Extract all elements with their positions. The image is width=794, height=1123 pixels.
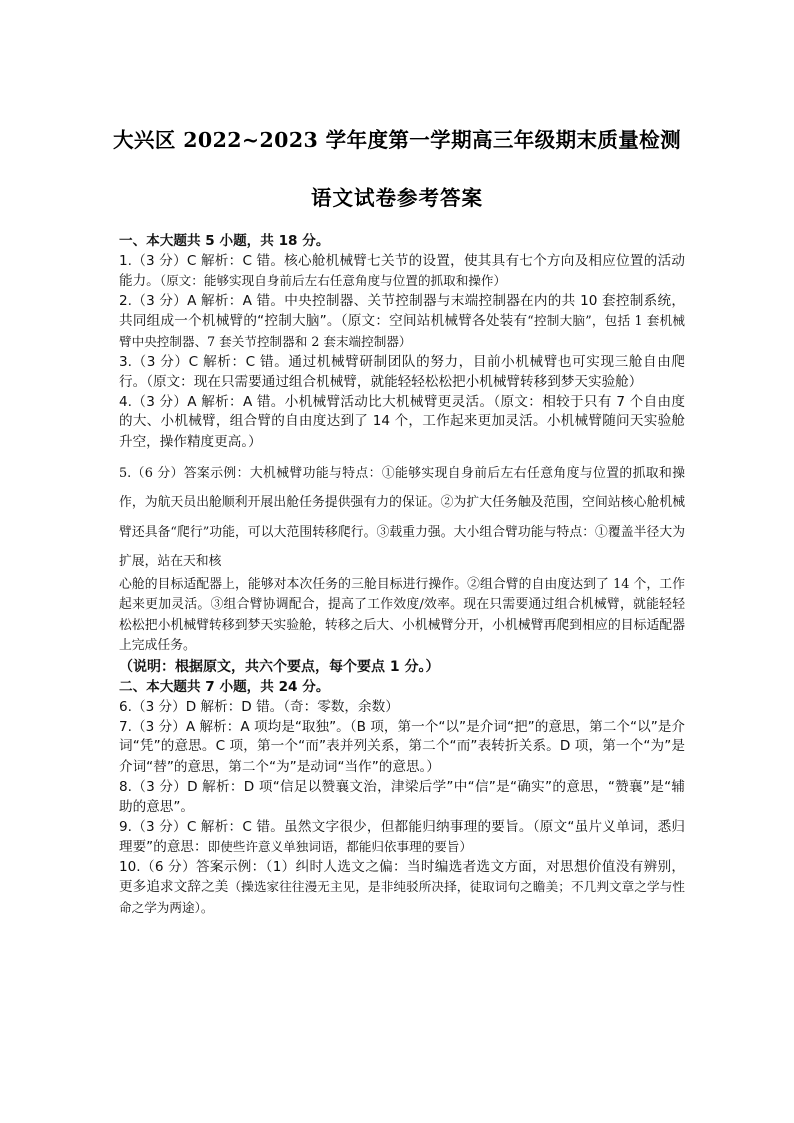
section-heading: 二、本大题共 7 小题，共 24 分。	[119, 678, 330, 695]
answer-item	[119, 353, 685, 393]
answer-item	[119, 778, 685, 818]
document-title: 大兴区 2022~2023 学年度第一学期高三年级期末质量检测	[113, 128, 681, 152]
answer-content	[119, 232, 685, 919]
document-subtitle: 语文试卷参考答案	[311, 186, 483, 210]
answer-item-q5-part1: 5.（6 分）答案示例：大机械臂功能与特点：①能够实现自身前后左右任意角度与位置的抓取和操作，为航天员出舱顺利开展出舱任务提供强有力的保证。②为扩大任务触及范围，空间站核心舱机械臂还具备“爬行”功能，可以大范围转移爬行。③载重力强。大小组合臂功能与特点：①覆盖半径大为扩展，站在天和核	[119, 465, 685, 570]
answer-text: 4.（3 分）A 解析：A 错。小机械臂活动比大机械臂更灵活。（原文：相较于只有 7 个自由度的大、小机械臂，组合臂的自由度达到了 14 个，工作起来更加灵活。小机械臂随问天实验舱升空，操作精度更高。）	[119, 393, 685, 450]
answer-text: 1.（3 分）C 解析：C 错。核心舱机械臂七关节的设置，使其具有七个方向及相应位置的活动能力。	[119, 252, 685, 290]
answer-text: 2.（3 分）A 解析：A 错。中央控制器、关节控制器与末端控制器在内的共 10 套控制系统，共同组成一个机械臂的“控制大脑”。（原文：空间站机械臂各处装有	[119, 292, 685, 330]
answer-text: 9.（3 分）C 解析：C 错。虽然文字很少，但都能归纳事理的要旨。（原文“虽片义单词，悉归理要”的意思：	[119, 818, 685, 856]
answer-text: 8.（3 分）D 解析：D 项“信足以赞襄文治，津梁后学”中“信”是“确实”的意思，“赞襄”是“辅助的意思”。	[119, 778, 685, 816]
answer-quote: （原文：能够实现自身前后左右任意角度与位置的抓取和操作）	[159, 273, 507, 289]
scoring-note: （说明：根据原文，共六个要点，每个要点 1 分。）	[119, 658, 440, 675]
answer-item	[119, 252, 685, 292]
answer-item	[119, 718, 685, 778]
section-heading: 一、本大题共 5 小题，共 18 分。	[119, 233, 330, 249]
answer-item	[119, 697, 685, 718]
answer-text: 6.（3 分）D 解析：D 错。（奇：零数，余数）	[119, 699, 399, 716]
answer-item-q5-part2: 心舱的目标适配器上，能够对本次任务的三舱目标进行操作。②组合臂的自由度达到了 14 个，工作起来更加灵活。③组合臂协调配合，提高了工作效度/效率。现在只需要通过组合机械臂，就能轻轻松松把小机械臂转移到梦天实验舱，转移之后大、小机械臂分开，小机械臂再爬到相应的目标适配器上完成任务。	[119, 576, 685, 654]
answer-item	[119, 858, 685, 919]
answer-quote: （操选家往往漫无主见，是非纯驳所决择，徒取词句之瞻美；不几判文章之学与性命之学为两途）。	[119, 879, 686, 916]
answer-item	[119, 292, 685, 353]
answer-quote: 即使些许意义单独词语，都能归依事理的要旨）	[207, 839, 473, 855]
answer-text: 7.（3 分）A 解析：A 项均是“取独”。（B 项，第一个“以”是介词“把”的意思，第二个“以”是介词“凭”的意思。C 项，第一个“而”表并列关系，第二个“而”表转折关系。D 项，第一个“为”是介词“替”的意思，第二个“为”是动词“当作”的意思。）	[119, 718, 685, 775]
answer-item	[119, 818, 685, 858]
answer-item	[119, 393, 685, 453]
answer-text: 3.（3 分）C 解析：C 错。通过机械臂研制团队的努力，目前小机械臂也可实现三舱自由爬行。（原文：现在只需要通过组合机械臂，就能轻轻松松把小机械臂转移到梦天实验舱）	[119, 353, 685, 391]
answer-text: 10.（6 分）答案示例：（1）纠时人选文之偏：当时编选者选文方面，对思想价值没有辨别，更多追求文辞之美	[119, 858, 685, 896]
answer-quote: “控制大脑”，包括 1 套机械臂中央控制器、7 套关节控制器和 2 套末端控制器）	[119, 313, 685, 349]
